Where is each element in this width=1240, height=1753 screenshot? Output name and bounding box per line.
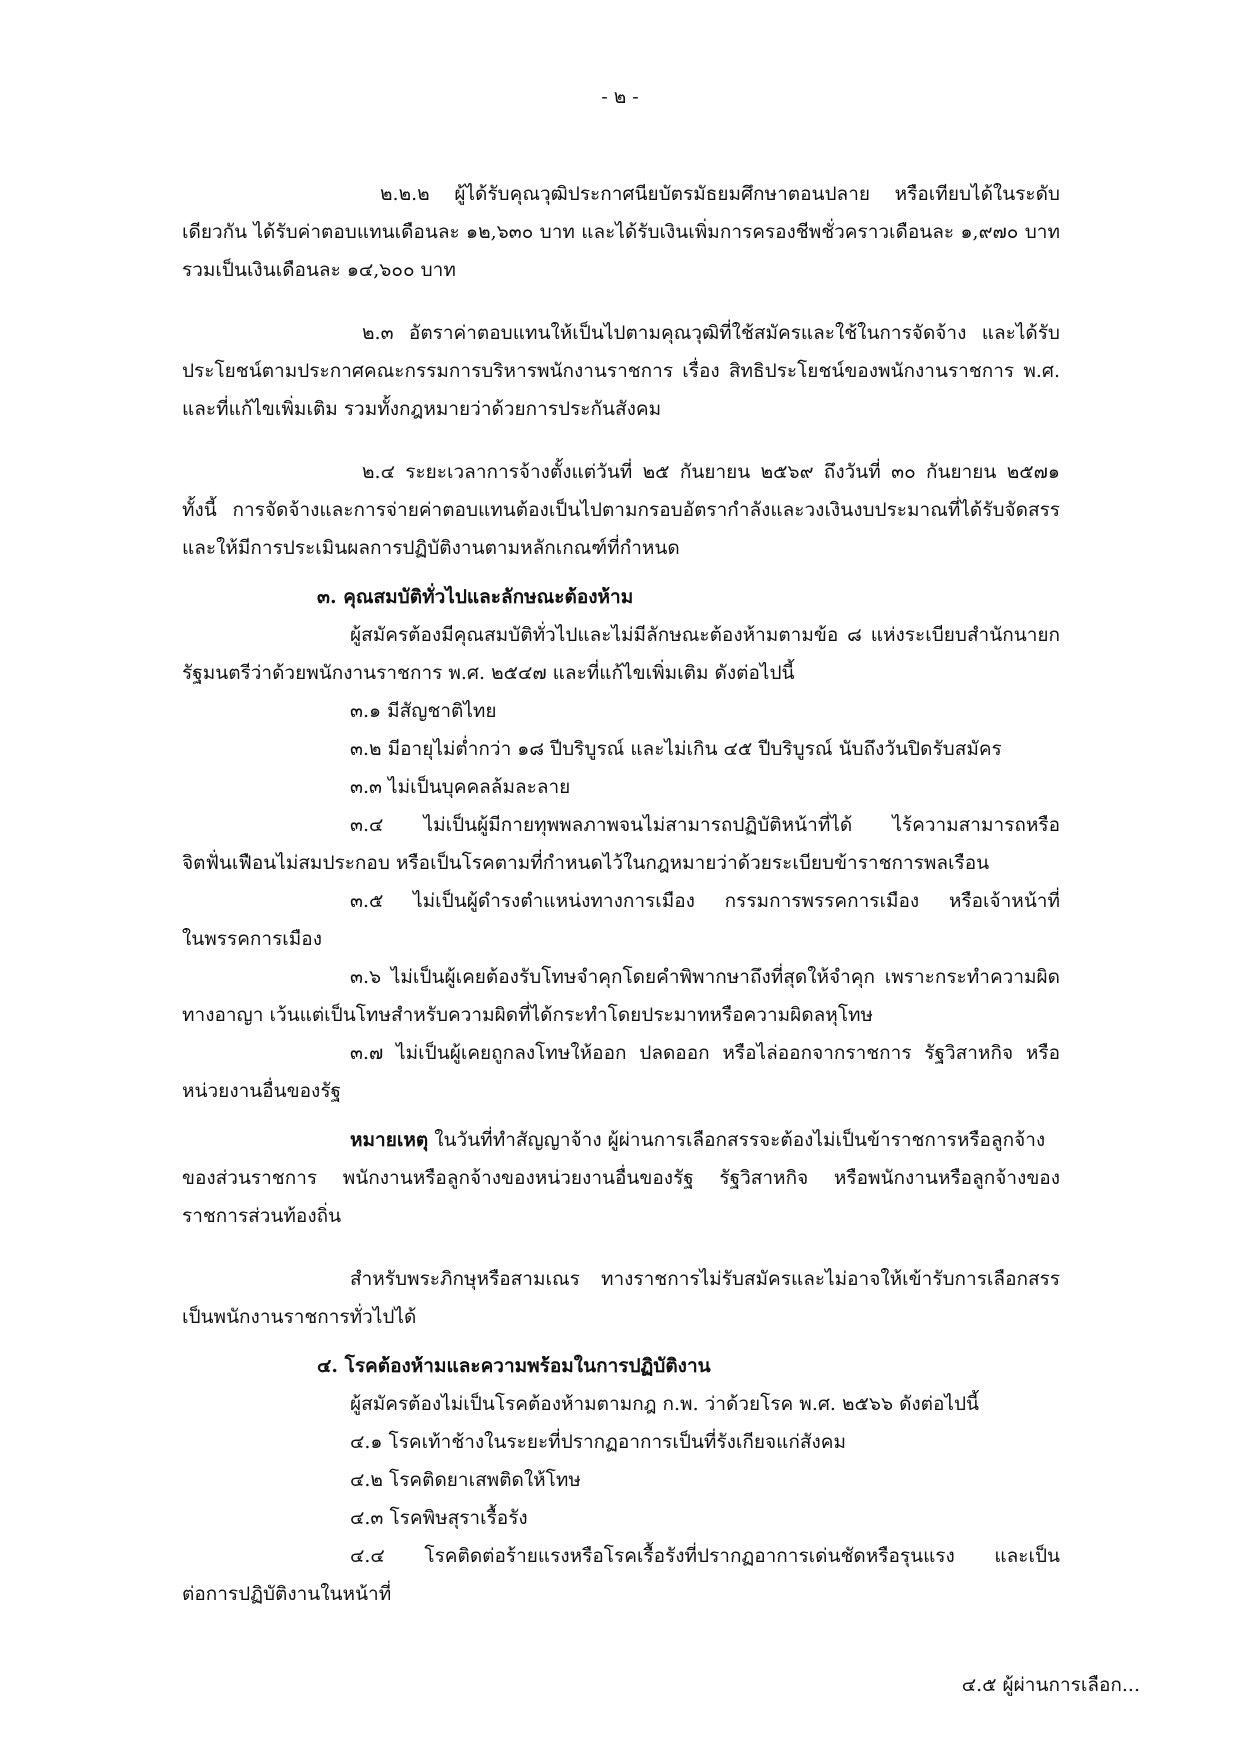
note-line-2: ของส่วนราชการ พนักงานหรือลูกจ้างของหน่วยงานอื่นของรัฐ รัฐวิสาหกิจ หรือพนักงานหรือลูกจ้างของ — [182, 1167, 1060, 1189]
sec-4-item-4-line-2: ต่อการปฏิบัติงานในหน้าที่ — [182, 1583, 392, 1605]
sec-3-intro-line-2: รัฐมนตรีว่าด้วยพนักงานราชการ พ.ศ. ๒๕๔๗ และที่แก้ไขเพิ่มเติม ดังต่อไปนี้ — [182, 662, 795, 684]
sec-3-item-3: ๓.๓ ไม่เป็นบุคคลล้มละลาย — [350, 776, 571, 798]
sec-3-item-4-line-1: ๓.๔ ไม่เป็นผู้มีกายทุพพลภาพจนไม่สามารถปฏิบัติหน้าที่ได้ ไร้ความสามารถหรือ — [350, 814, 1060, 836]
sec-4-item-3: ๔.๓ โรคพิษสุราเรื้อรัง — [350, 1507, 528, 1529]
sec-4-heading: ๔. โรคต้องห้ามและความพร้อมในการปฏิบัติงาน — [317, 1355, 711, 1377]
sec-4-item-4-line-1: ๔.๔ โรคติดต่อร้ายแรงหรือโรคเรื้อรังที่ปรากฏอาการเด่นชัดหรือรุนแรง และเป็น — [350, 1545, 1060, 1567]
note-label: หมายเหตุ — [350, 1129, 429, 1151]
sec-2-2-2-line-3: รวมเป็นเงินเดือนละ ๑๔,๖๐๐ บาท — [182, 259, 456, 281]
sec-4-intro: ผู้สมัครต้องไม่เป็นโรคต้องห้ามตามกฎ ก.พ. ว่าด้วยโรค พ.ศ. ๒๕๖๖ ดังต่อไปนี้ — [350, 1393, 980, 1415]
sec-4-item-1: ๔.๑ โรคเท้าช้างในระยะที่ปรากฏอาการเป็นที่รังเกียจแก่สังคม — [350, 1431, 847, 1453]
sec-3-item-6-line-1: ๓.๖ ไม่เป็นผู้เคยต้องรับโทษจำคุกโดยคำพิพากษาถึงที่สุดให้จำคุก เพราะกระทำความผิด — [350, 966, 1060, 988]
sec-2-4-line-1: ๒.๔ ระยะเวลาการจ้างตั้งแต่วันที่ ๒๕ กันยายน ๒๕๖๙ ถึงวันที่ ๓๐ กันยายน ๒๕๗๑ — [362, 461, 1060, 483]
sec-2-3-line-2: ประโยชน์ตามประกาศคณะกรรมการบริหารพนักงานราชการ เรื่อง สิทธิประโยชน์ของพนักงานราชการ พ.ศ. — [182, 360, 1060, 382]
sec-3-item-5-line-1: ๓.๕ ไม่เป็นผู้ดำรงตำแหน่งทางการเมือง กรรมการพรรคการเมือง หรือเจ้าหน้าที่ — [350, 890, 1060, 912]
page-number: - ๒ - — [601, 86, 639, 108]
sec-4-item-2: ๔.๒ โรคติดยาเสพติดให้โทษ — [350, 1469, 581, 1491]
note-line-1-text: ในวันที่ทำสัญญาจ้าง ผู้ผ่านการเลือกสรรจะต้องไม่เป็นข้าราชการหรือลูกจ้าง — [428, 1129, 1046, 1151]
note-line-3: ราชการส่วนท้องถิ่น — [182, 1205, 342, 1227]
sec-3-item-7-line-1: ๓.๗ ไม่เป็นผู้เคยถูกลงโทษให้ออก ปลดออก หรือไล่ออกจากราชการ รัฐวิสาหกิจ หรือ — [350, 1042, 1060, 1064]
monk-line-2: เป็นพนักงานราชการทั่วไปได้ — [182, 1306, 417, 1328]
sec-3-item-4-line-2: จิตฟั่นเฟือนไม่สมประกอบ หรือเป็นโรคตามที่กำหนดไว้ในกฎหมายว่าด้วยระเบียบข้าราชการพลเรือน — [182, 852, 990, 874]
monk-line-1: สำหรับพระภิกษุหรือสามเณร ทางราชการไม่รับสมัครและไม่อาจให้เข้ารับการเลือกสรร — [350, 1268, 1060, 1290]
sec-2-2-2-line-2: เดียวกัน ได้รับค่าตอบแทนเดือนละ ๑๒,๖๓๐ บาท และได้รับเงินเพิ่มการครองชีพชั่วคราวเดือนละ ๑,๙๗๐ บาท — [182, 221, 1060, 243]
sec-3-heading: ๓. คุณสมบัติทั่วไปและลักษณะต้องห้าม — [317, 586, 634, 608]
sec-3-intro-line-1: ผู้สมัครต้องมีคุณสมบัติทั่วไปและไม่มีลักษณะต้องห้ามตามข้อ ๘ แห่งระเบียบสำนักนายก — [350, 624, 1060, 646]
sec-3-item-1: ๓.๑ มีสัญชาติไทย — [350, 700, 497, 722]
sec-3-item-5-line-2: ในพรรคการเมือง — [182, 928, 322, 950]
sec-2-4-line-3: และให้มีการประเมินผลการปฏิบัติงานตามหลักเกณฑ์ที่กำหนด — [182, 537, 680, 559]
sec-2-2-2-line-1: ๒.๒.๒ ผู้ได้รับคุณวุฒิประกาศนียบัตรมัธยมศึกษาตอนปลาย หรือเทียบได้ในระดับ — [380, 183, 1060, 205]
sec-2-4-line-2: ทั้งนี้ การจัดจ้างและการจ่ายค่าตอบแทนต้องเป็นไปตามกรอบอัตรากำลังและวงเงินงบประมาณที่ได้รับจัดสรร — [182, 499, 1060, 521]
continuation-footer: ๔.๕ ผู้ผ่านการเลือก... — [961, 1674, 1140, 1696]
sec-2-3-line-1: ๒.๓ อัตราค่าตอบแทนให้เป็นไปตามคุณวุฒิที่ใช้สมัครและใช้ในการจัดจ้าง และได้รับ — [362, 322, 1060, 344]
note-line-1 — [350, 1125, 1060, 1155]
sec-2-3-line-3: และที่แก้ไขเพิ่มเติม รวมทั้งกฎหมายว่าด้วยการประกันสังคม — [182, 398, 662, 420]
sec-3-item-2: ๓.๒ มีอายุไม่ต่ำกว่า ๑๘ ปีบริบูรณ์ และไม่เกิน ๔๕ ปีบริบูรณ์ นับถึงวันปิดรับสมัคร — [350, 738, 1002, 760]
sec-3-item-7-line-2: หน่วยงานอื่นของรัฐ — [182, 1080, 342, 1102]
sec-3-item-6-line-2: ทางอาญา เว้นแต่เป็นโทษสำหรับความผิดที่ได้กระทำโดยประมาทหรือความผิดลหุโทษ — [182, 1004, 874, 1026]
